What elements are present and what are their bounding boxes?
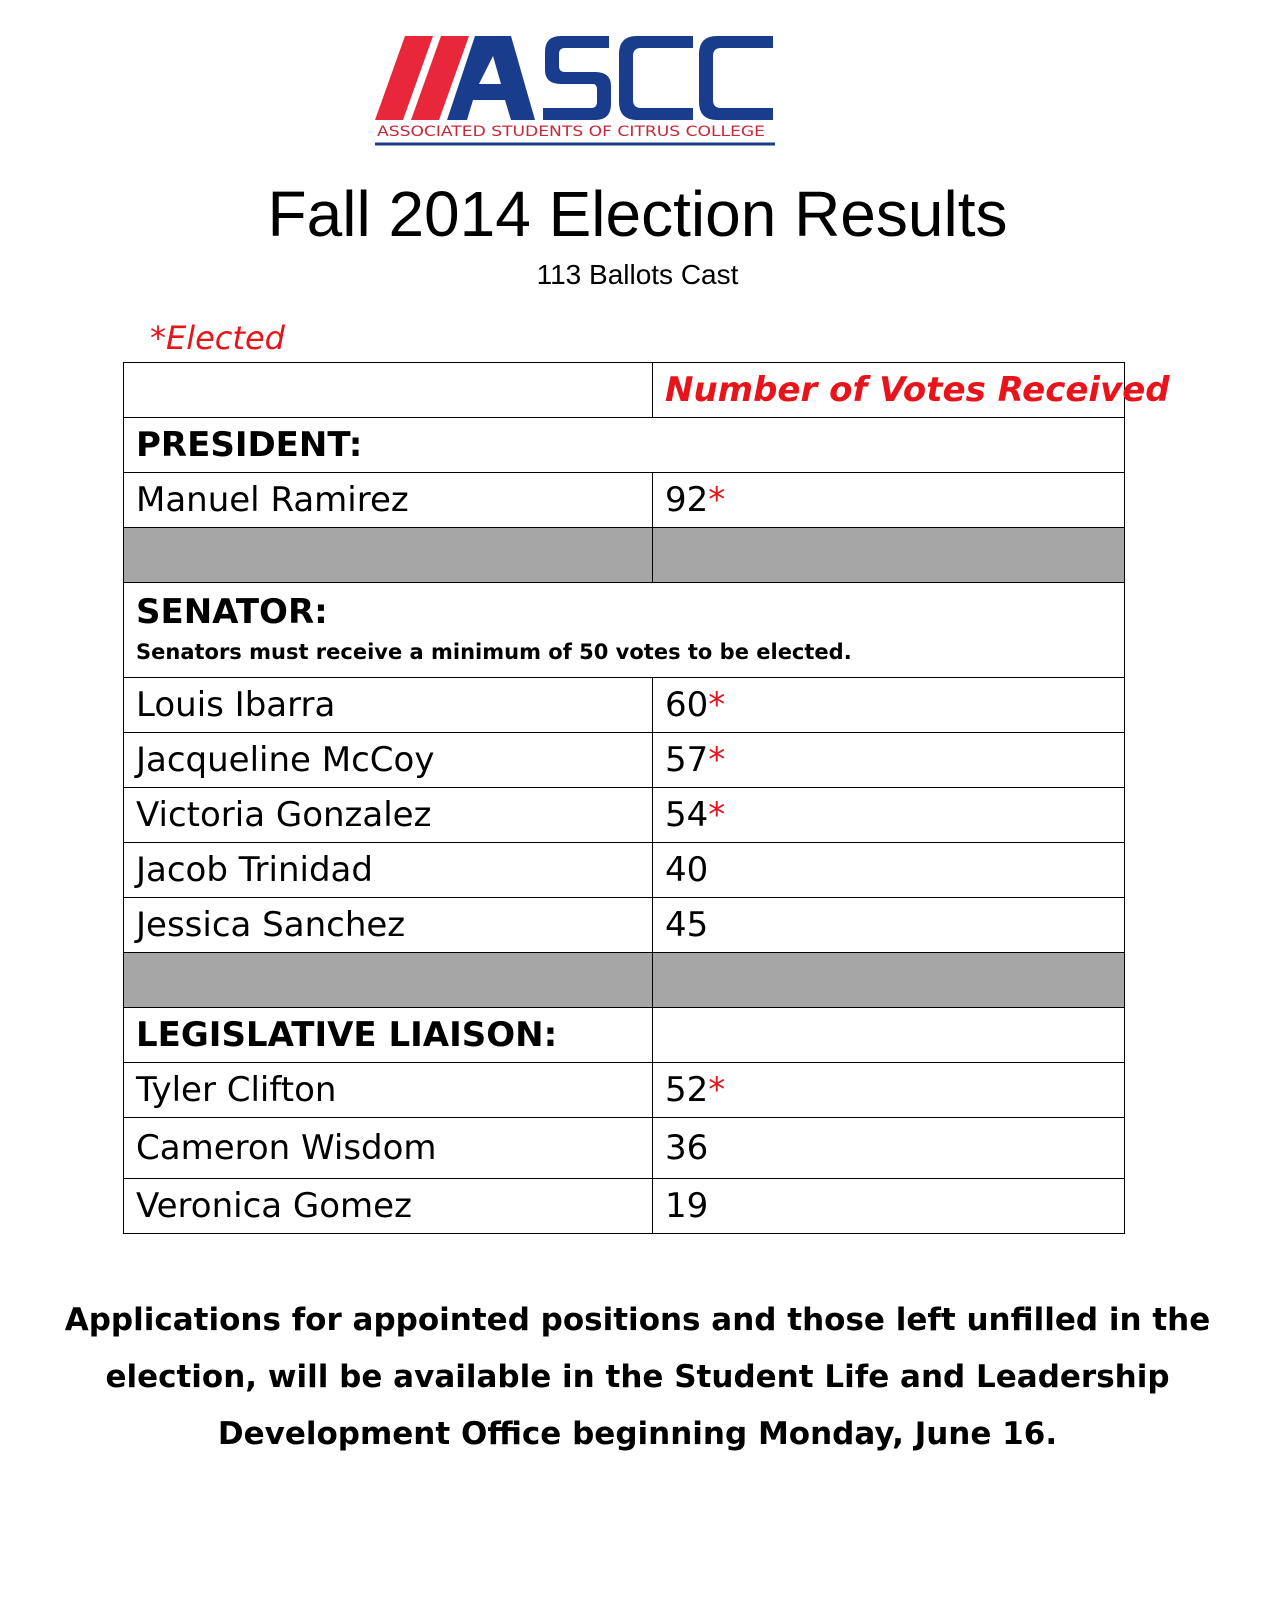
votes-header: Number of Votes Received — [653, 363, 1125, 418]
candidate-name: Victoria Gonzalez — [124, 788, 653, 843]
candidate-votes: 40 — [653, 843, 1125, 898]
candidate-votes: 45 — [653, 898, 1125, 953]
candidate-name: Louis Ibarra — [124, 678, 653, 733]
table-row — [124, 473, 1125, 528]
section-row-senator — [124, 583, 1125, 678]
section-blank-cell — [653, 1008, 1125, 1063]
candidate-votes: 92* — [653, 473, 1125, 528]
candidate-name: Jessica Sanchez — [124, 898, 653, 953]
table-row — [124, 788, 1125, 843]
elected-marker: * — [708, 795, 726, 835]
candidate-name: Manuel Ramirez — [124, 473, 653, 528]
section-title-senator: SENATOR: — [136, 592, 328, 632]
section-title-legislative-liaison: LEGISLATIVE LIAISON: — [124, 1008, 653, 1063]
elected-marker: * — [708, 480, 726, 520]
table-header-row — [124, 363, 1125, 418]
table-row — [124, 733, 1125, 788]
candidate-name: Cameron Wisdom — [124, 1118, 653, 1179]
table-row — [124, 1063, 1125, 1118]
section-title-president: PRESIDENT: — [124, 418, 1125, 473]
candidate-name: Tyler Clifton — [124, 1063, 653, 1118]
spacer-row — [124, 953, 1125, 1008]
table-row — [124, 898, 1125, 953]
candidate-votes: 57* — [653, 733, 1125, 788]
senator-note: Senators must receive a minimum of 50 votes to be elected. — [136, 640, 852, 664]
candidate-votes: 36 — [653, 1118, 1125, 1179]
candidate-votes: 52* — [653, 1063, 1125, 1118]
page-title: Fall 2014 Election Results — [267, 178, 1008, 250]
candidate-votes: 60* — [653, 678, 1125, 733]
table-row — [124, 843, 1125, 898]
candidate-name: Jacob Trinidad — [124, 843, 653, 898]
elected-marker: * — [708, 1070, 726, 1110]
ascc-logo — [375, 34, 795, 152]
spacer-row — [124, 528, 1125, 583]
section-row-legislative-liaison — [124, 1008, 1125, 1063]
ballots-cast: 113 Ballots Cast — [536, 259, 739, 290]
section-row-president — [124, 418, 1125, 473]
header-blank-cell — [124, 363, 653, 418]
candidate-votes: 19 — [653, 1179, 1125, 1234]
elected-marker: * — [708, 685, 726, 725]
candidate-votes: 54* — [653, 788, 1125, 843]
applications-notice: Applications for appointed positions and those left unfilled in the election, will be available in the Student Life and Leadership Development Office beginning Monday, June 16. — [64, 1302, 1211, 1452]
table-row — [124, 678, 1125, 733]
results-table — [123, 362, 1170, 1234]
section-cell-senator — [124, 583, 1125, 678]
candidate-name: Veronica Gomez — [124, 1179, 653, 1234]
candidate-name: Jacqueline McCoy — [124, 733, 653, 788]
elected-marker: * — [708, 740, 726, 780]
table-row — [124, 1118, 1125, 1179]
elected-legend: *Elected — [150, 319, 285, 357]
svg-text:ASSOCIATED STUDENTS OF CITRUS: ASSOCIATED STUDENTS OF CITRUS COLLEGE — [377, 124, 765, 140]
table-row — [124, 1179, 1125, 1234]
